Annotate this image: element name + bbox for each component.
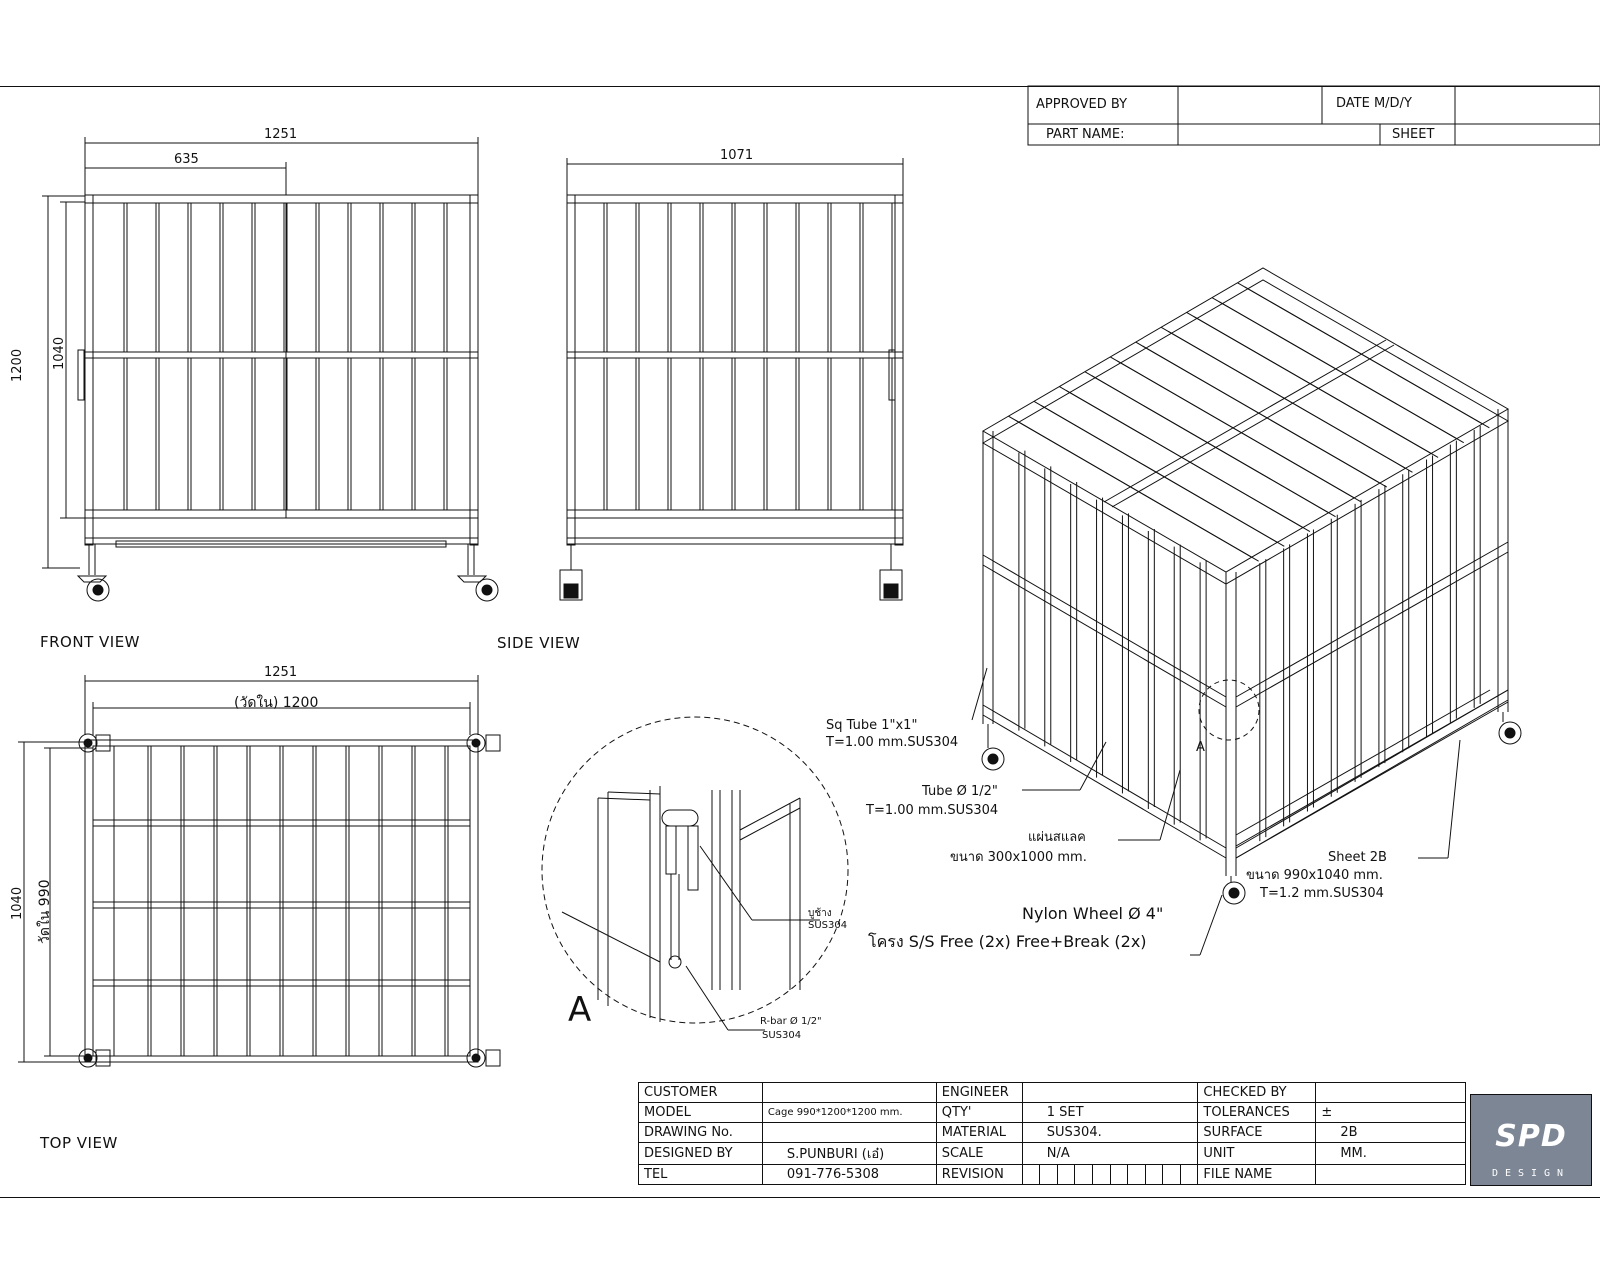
engineer-value [1022,1083,1198,1103]
part-name-label: PART NAME: [1046,127,1125,142]
drawing-no-value [762,1123,936,1143]
logo-main-text: SPD [1495,1119,1567,1154]
front-door-dim: 635 [174,152,199,167]
top-inner-depth-dim: วัดใน 990 [37,879,53,944]
file-name-value [1316,1165,1466,1185]
material-label: MATERIAL [936,1123,1022,1143]
wheel-callout-line1: Nylon Wheel Ø 4" [1022,904,1164,923]
qty-value: 1 SET [1022,1103,1198,1123]
tube-callout-line1: Tube Ø 1/2" [922,784,998,799]
tube-callout-line2: T=1.00 mm.SUS304 [866,803,999,818]
tel-value: 091-776-5308 [762,1165,936,1185]
revision-label: REVISION [936,1165,1022,1185]
revision-cells [1022,1165,1198,1185]
material-value: SUS304. [1022,1123,1198,1143]
front-height-inner-dim: 1040 [52,336,67,370]
sq-tube-callout-line1: Sq Tube 1"x1" [826,718,918,733]
drawing-no-label: DRAWING No. [639,1123,763,1143]
detail-a-label: A [568,990,592,1030]
tray-callout-line1: แผ่นสแลค [1028,830,1086,845]
surface-label: SURFACE [1198,1123,1316,1143]
checked-by-value [1316,1083,1466,1103]
designed-by-label: DESIGNED BY [639,1143,763,1165]
hinge-callout-line1: บูช้าง [808,908,832,919]
sheet-callout-line2: ขนาด 990x1040 mm. [1246,868,1383,883]
checked-by-label: CHECKED BY [1198,1083,1316,1103]
top-view-label: TOP VIEW [40,1134,118,1152]
title-block [638,1082,1466,1185]
wheel-callout-line2: โครง S/S Free (2x) Free+Break (2x) [868,932,1147,951]
model-value: Cage 990*1200*1200 mm. [762,1103,936,1123]
sheet-label: SHEET [1392,127,1435,142]
engineer-label: ENGINEER [936,1083,1022,1103]
top-inner-width-dim: (วัดใน) 1200 [234,695,319,711]
designed-by-value: S.PUNBURI (เอ๋) [762,1143,936,1165]
file-name-label: FILE NAME [1198,1165,1316,1185]
tray-callout-line2: ขนาด 300x1000 mm. [950,850,1087,865]
unit-value: MM. [1316,1143,1466,1165]
customer-label: CUSTOMER [639,1083,763,1103]
tolerances-value: ± [1316,1103,1466,1123]
front-height-total-dim: 1200 [10,348,25,382]
detail-a-marker: A [1196,740,1205,755]
front-width-dim: 1251 [264,127,298,142]
hinge-callout-line2: SUS304 [808,920,848,931]
customer-value [762,1083,936,1103]
scale-value: N/A [1022,1143,1198,1165]
top-depth-dim: 1040 [10,886,25,920]
tolerances-label: TOLERANCES [1198,1103,1316,1123]
scale-label: SCALE [936,1143,1022,1165]
top-view-drawing [18,675,500,1067]
sq-tube-callout-line2: T=1.00 mm.SUS304 [826,735,959,750]
side-view-drawing [560,158,903,600]
logo-sub-text: DESIGN [1491,1168,1571,1179]
front-view-drawing [42,137,498,601]
detail-a-drawing [542,717,848,1030]
date-label: DATE M/D/Y [1336,96,1412,111]
sheet-callout-line3: T=1.2 mm.SUS304 [1260,886,1384,901]
tel-label: TEL [639,1165,763,1185]
top-width-dim: 1251 [264,665,298,680]
rbar-callout-line1: R-bar Ø 1/2" [760,1016,822,1027]
surface-value: 2B [1316,1123,1466,1143]
spd-design-logo [1470,1094,1592,1186]
qty-label: QTY' [936,1103,1022,1123]
rbar-callout-line2: SUS304 [762,1030,802,1041]
sheet-callout-line1: Sheet 2B [1328,850,1387,865]
front-view-label: FRONT VIEW [40,633,141,651]
model-label: MODEL [639,1103,763,1123]
unit-label: UNIT [1198,1143,1316,1165]
side-view-label: SIDE VIEW [497,634,581,652]
side-width-dim: 1071 [720,148,754,163]
approved-by-label: APPROVED BY [1036,97,1128,112]
